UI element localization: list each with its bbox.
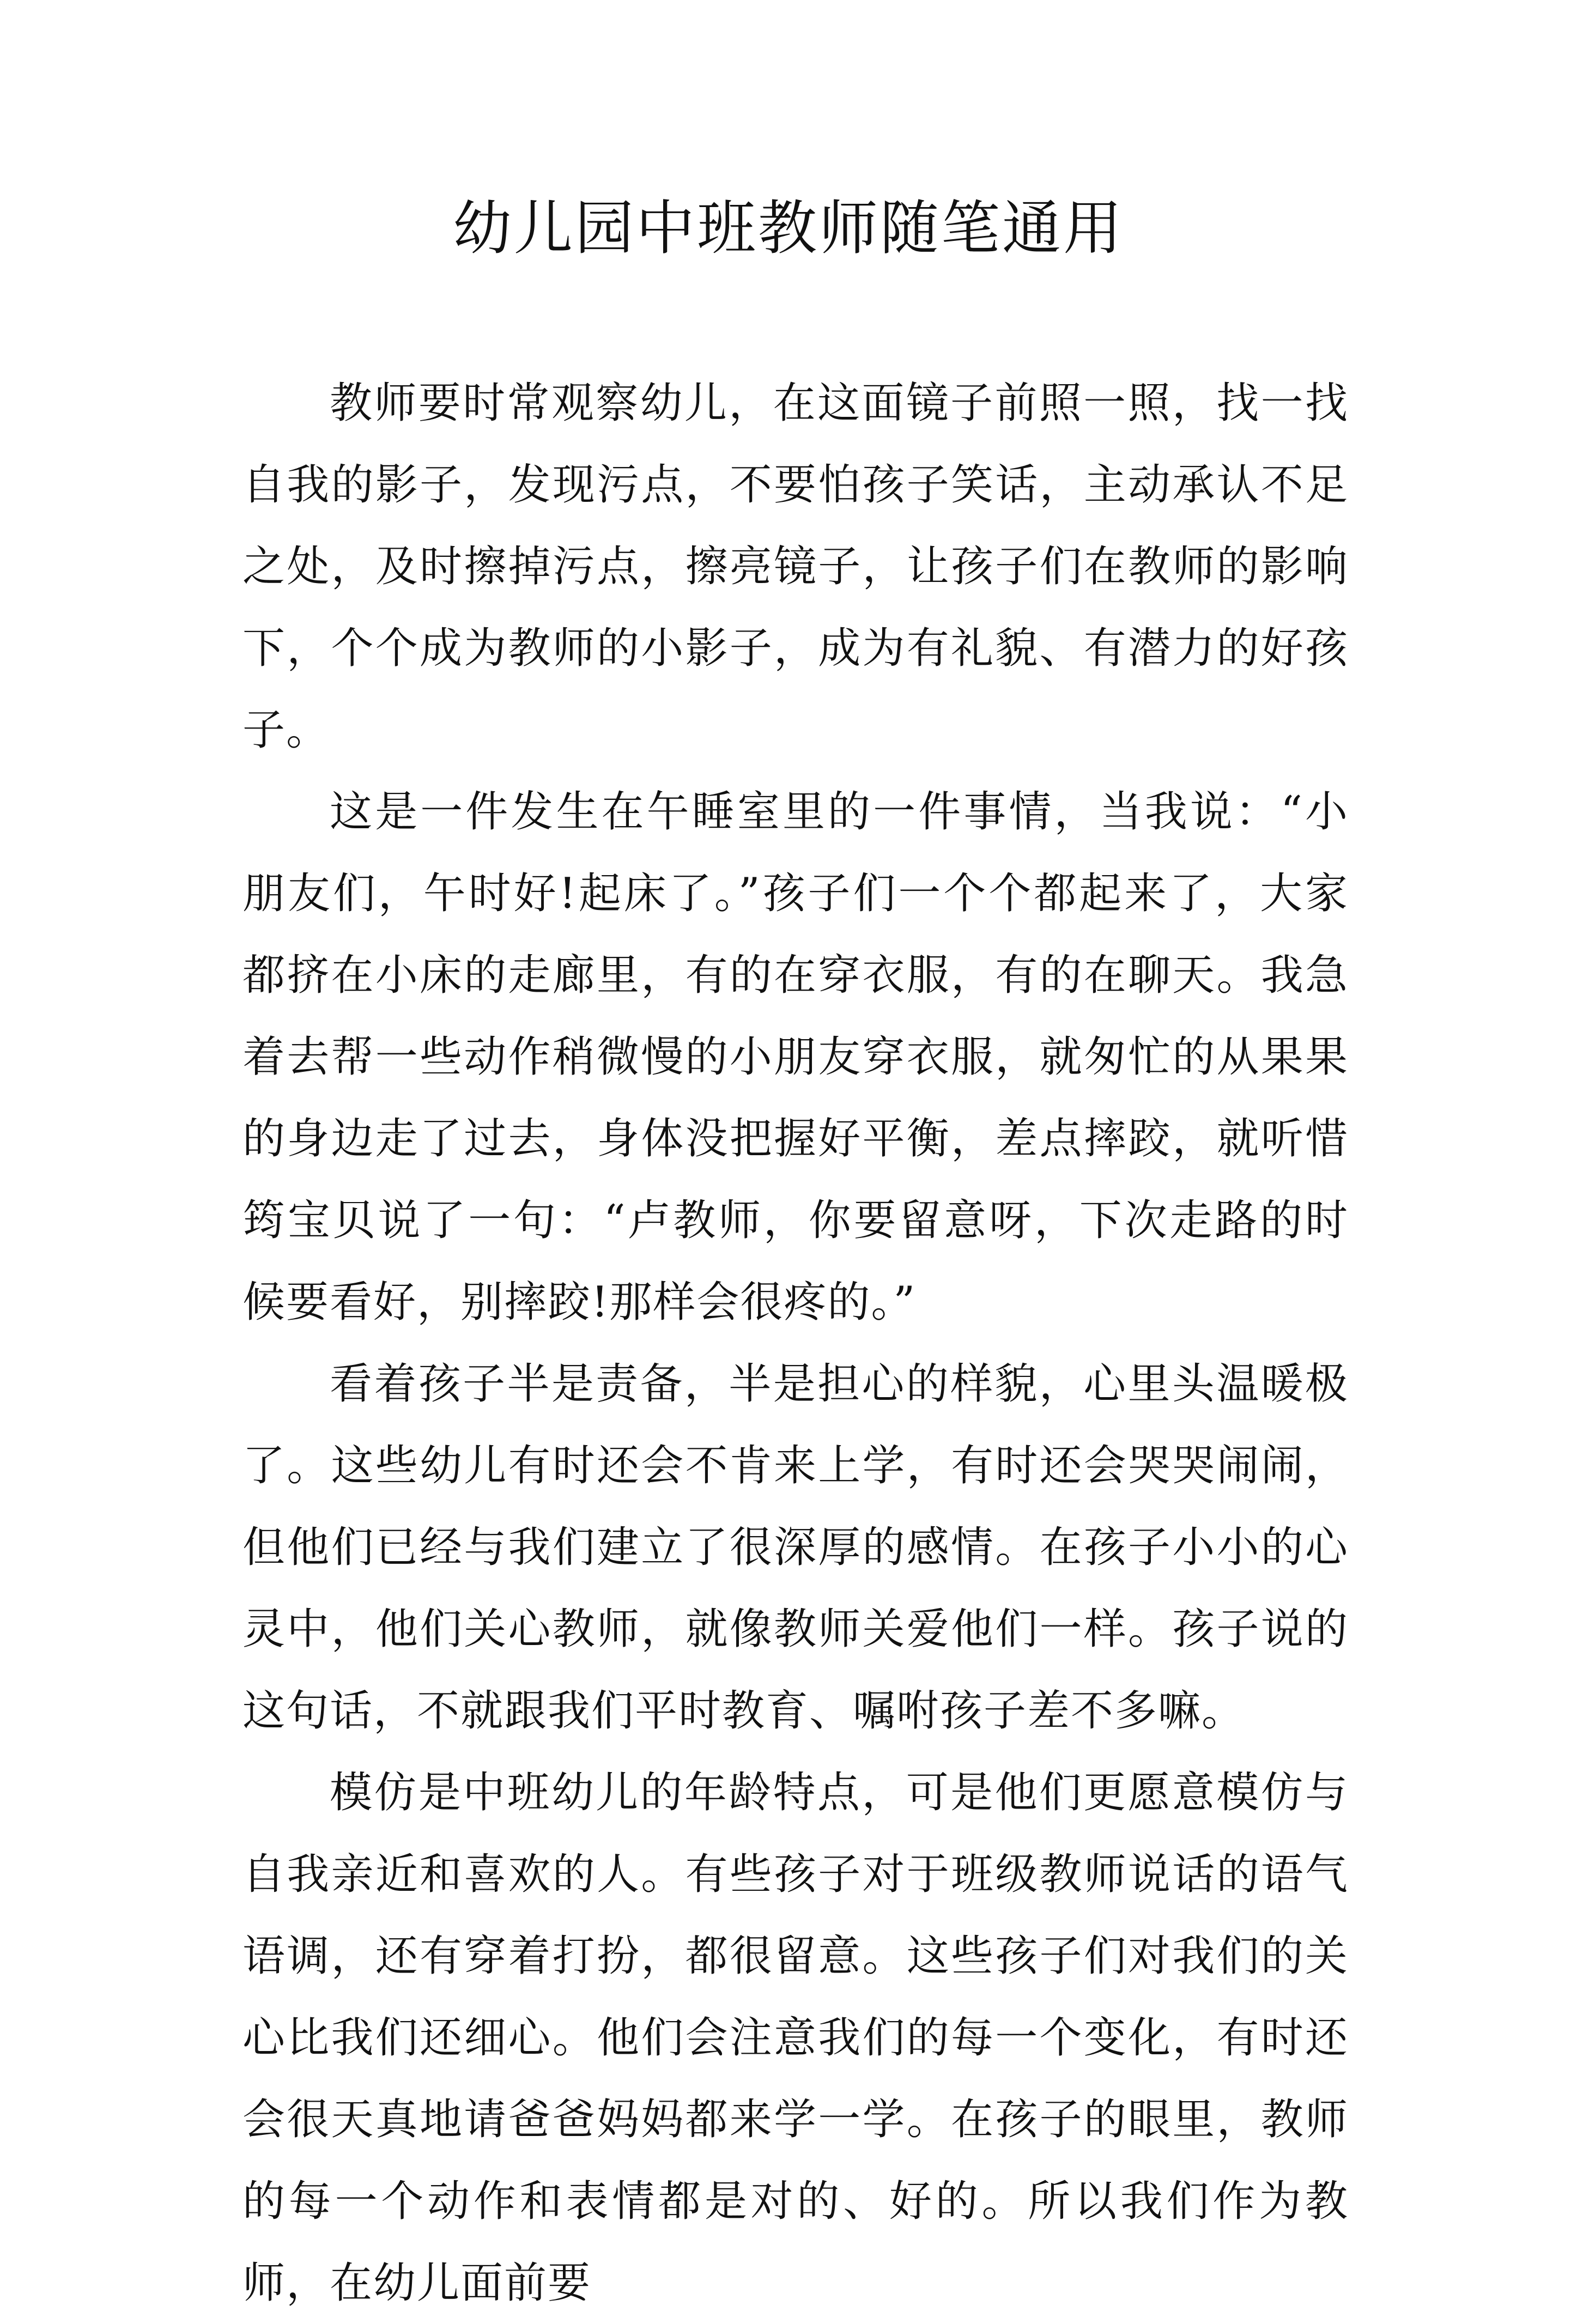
paragraph-4: 模仿是中班幼儿的年龄特点，可是他们更愿意模仿与自我亲近和喜欢的人。有些孩子对于班级教师说话的语气语调，还有穿着打扮，都很留意。这些孩子们对我们的关心比我们还细心。他们会注意我们的每一个变化，有时还会很天真地请爸爸妈妈都来学一学。在孩子的眼里，教师的每一个动作和表情都是对的、好的。所以我们作为教师，在幼儿面前要 [242, 1768, 1349, 2308]
paragraph-2: 这是一件发生在午睡室里的一件事情，当我说：“小朋友们，午时好!起床了。”孩子们一个个都起来了，大家都挤在小床的走廊里，有的在穿衣服，有的在聊天。我急着去帮一些动作稍微慢的小朋友穿衣服，就匆忙的从果果的身边走了过去，身体没把握好平衡，差点摔跤，就听惜筠宝贝说了一句：“卢教师，你要留意呀，下次走路的时候要看好，别摔跤!那样会很疼的。” [242, 787, 1349, 1327]
document-title: 幼儿园中班教师随笔通用 [452, 195, 1124, 263]
paragraph-1: 教师要时常观察幼儿，在这面镜子前照一照，找一找自我的影子，发现污点，不要怕孩子笑话，主动承认不足之处，及时擦掉污点，擦亮镜子，让孩子们在教师的影响下，个个成为教师的小影子，成为有礼貌、有潜力的好孩子。 [242, 379, 1349, 755]
paragraph-3: 看着孩子半是责备，半是担心的样貌，心里头温暖极了。这些幼儿有时还会不肯来上学，有时还会哭哭闹闹，但他们已经与我们建立了很深厚的感情。在孩子小小的心灵中，他们关心教师，就像教师关爱他们一样。孩子说的这句话，不就跟我们平时教育、嘱咐孩子差不多嘛。 [242, 1360, 1349, 1736]
document-body [242, 362, 1349, 2324]
